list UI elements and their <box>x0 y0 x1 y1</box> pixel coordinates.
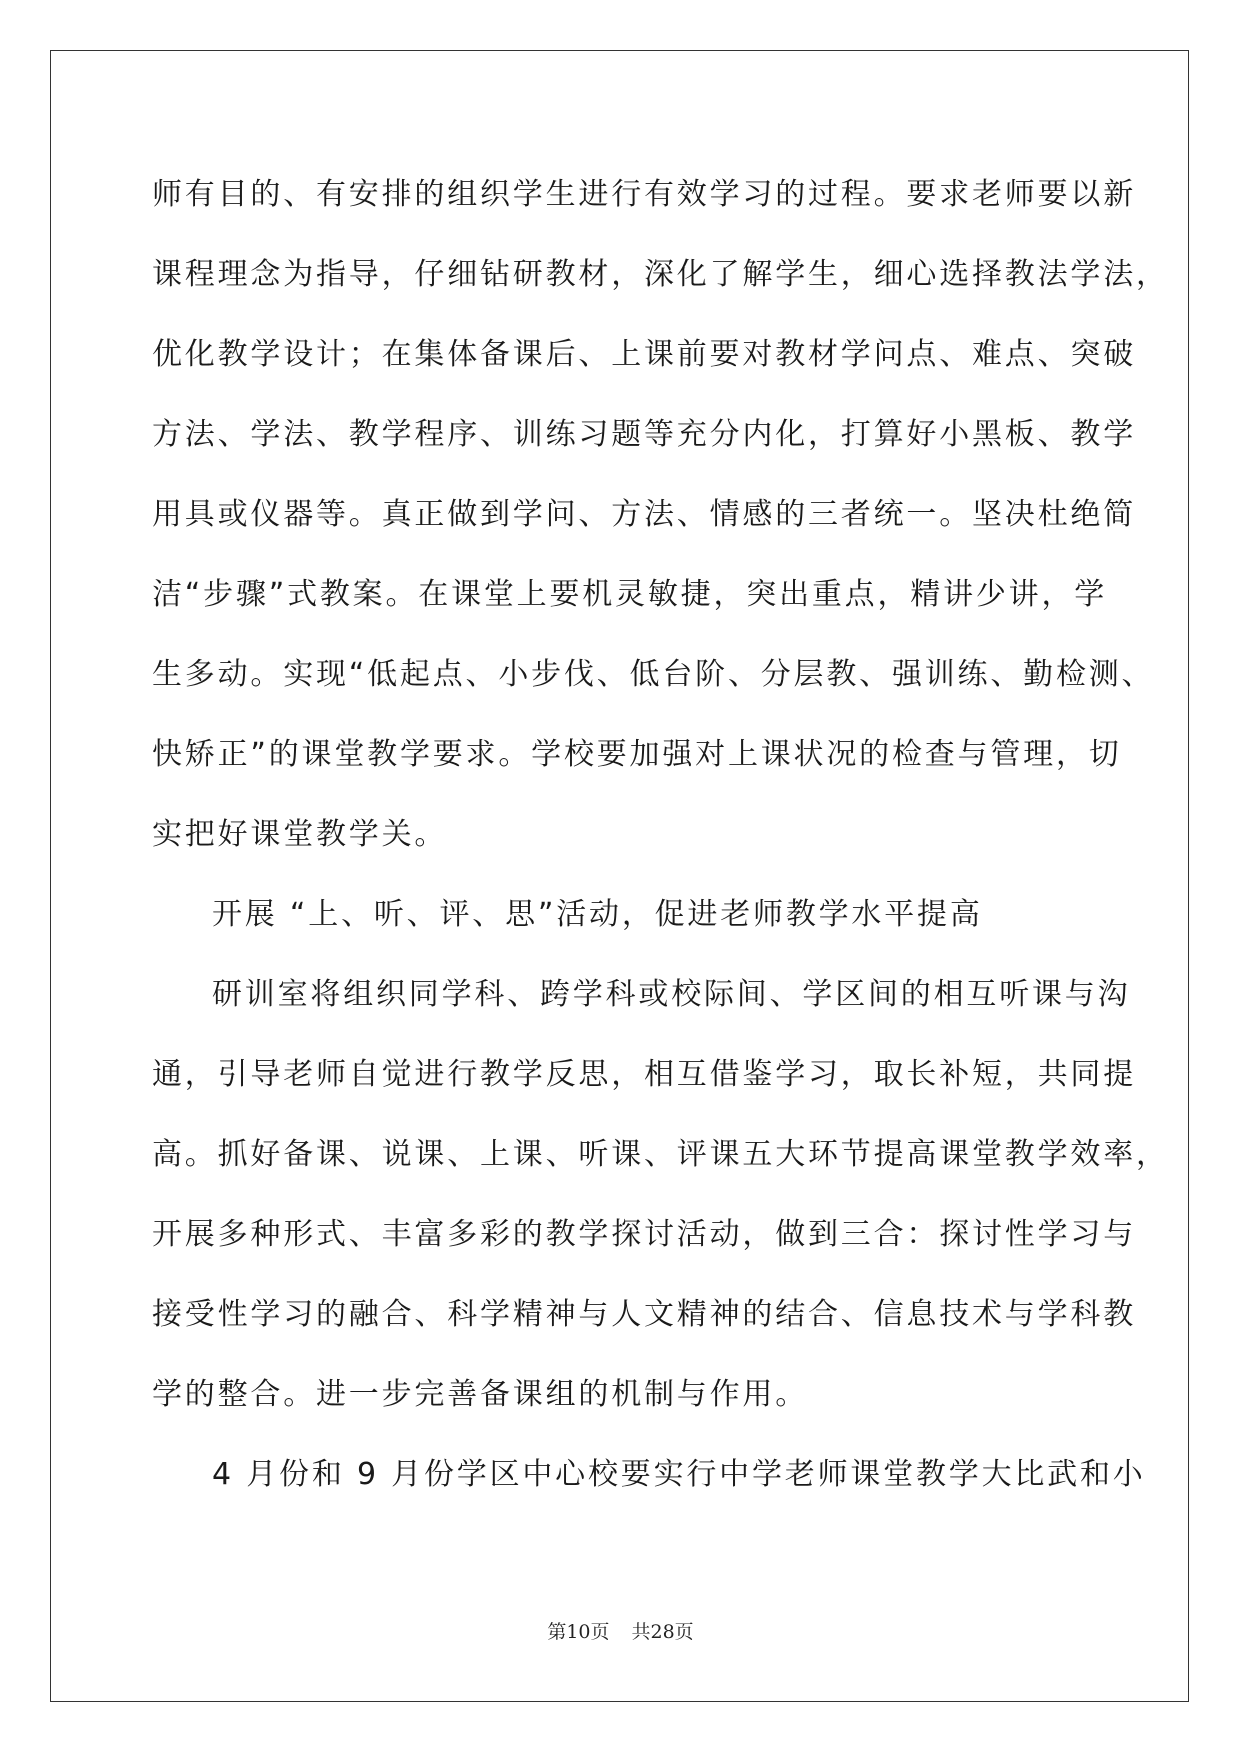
text-line: 快矫正”的课堂教学要求。学校要加强对上课状况的检查与管理，切 <box>152 737 1122 772</box>
section-heading: 开展 “上、听、评、思”活动，促进老师教学水平提高 <box>212 897 983 932</box>
current-page-number: 第10页 <box>547 1621 610 1643</box>
text-line: 学的整合。进一步完善备课组的机制与作用。 <box>152 1377 808 1412</box>
text-line: 方法、学法、教学程序、训练习题等充分内化，打算好小黑板、教学 <box>152 417 1136 452</box>
text-line: 师有目的、有安排的组织学生进行有效学习的过程。要求老师要以新 <box>152 177 1136 212</box>
page-footer <box>0 1620 1241 1644</box>
text-line: 接受性学习的融合、科学精神与人文精神的结合、信息技术与学科教 <box>152 1297 1136 1332</box>
text-line: 通，引导老师自觉进行教学反思，相互借鉴学习，取长补短，共同提 <box>152 1057 1136 1092</box>
document-body <box>152 155 1169 1515</box>
text-line: 高。抓好备课、说课、上课、听课、评课五大环节提高课堂教学效率， <box>152 1137 1169 1172</box>
text-line: 用具或仪器等。真正做到学问、方法、情感的三者统一。坚决杜绝简 <box>152 497 1136 532</box>
text-line: 生多动。实现“低起点、小步伐、低台阶、分层教、强训练、勤检测、 <box>152 657 1155 692</box>
text-line: 课程理念为指导，仔细钻研教材，深化了解学生，细心选择教法学法， <box>152 257 1169 292</box>
text-line: 4 月份和 9 月份学区中心校要实行中学老师课堂教学大比武和小 <box>212 1457 1146 1492</box>
text-line: 洁“步骤”式教案。在课堂上要机灵敏捷，突出重点，精讲少讲，学 <box>152 577 1108 612</box>
total-page-count: 共28页 <box>631 1621 694 1643</box>
text-line: 实把好课堂教学关。 <box>152 817 448 852</box>
text-line: 优化教学设计；在集体备课后、上课前要对教材学问点、难点、突破 <box>152 337 1136 372</box>
text-line: 研训室将组织同学科、跨学科或校际间、学区间的相互听课与沟 <box>212 977 1131 1012</box>
text-line: 开展多种形式、丰富多彩的教学探讨活动，做到三合：探讨性学习与 <box>152 1217 1136 1252</box>
